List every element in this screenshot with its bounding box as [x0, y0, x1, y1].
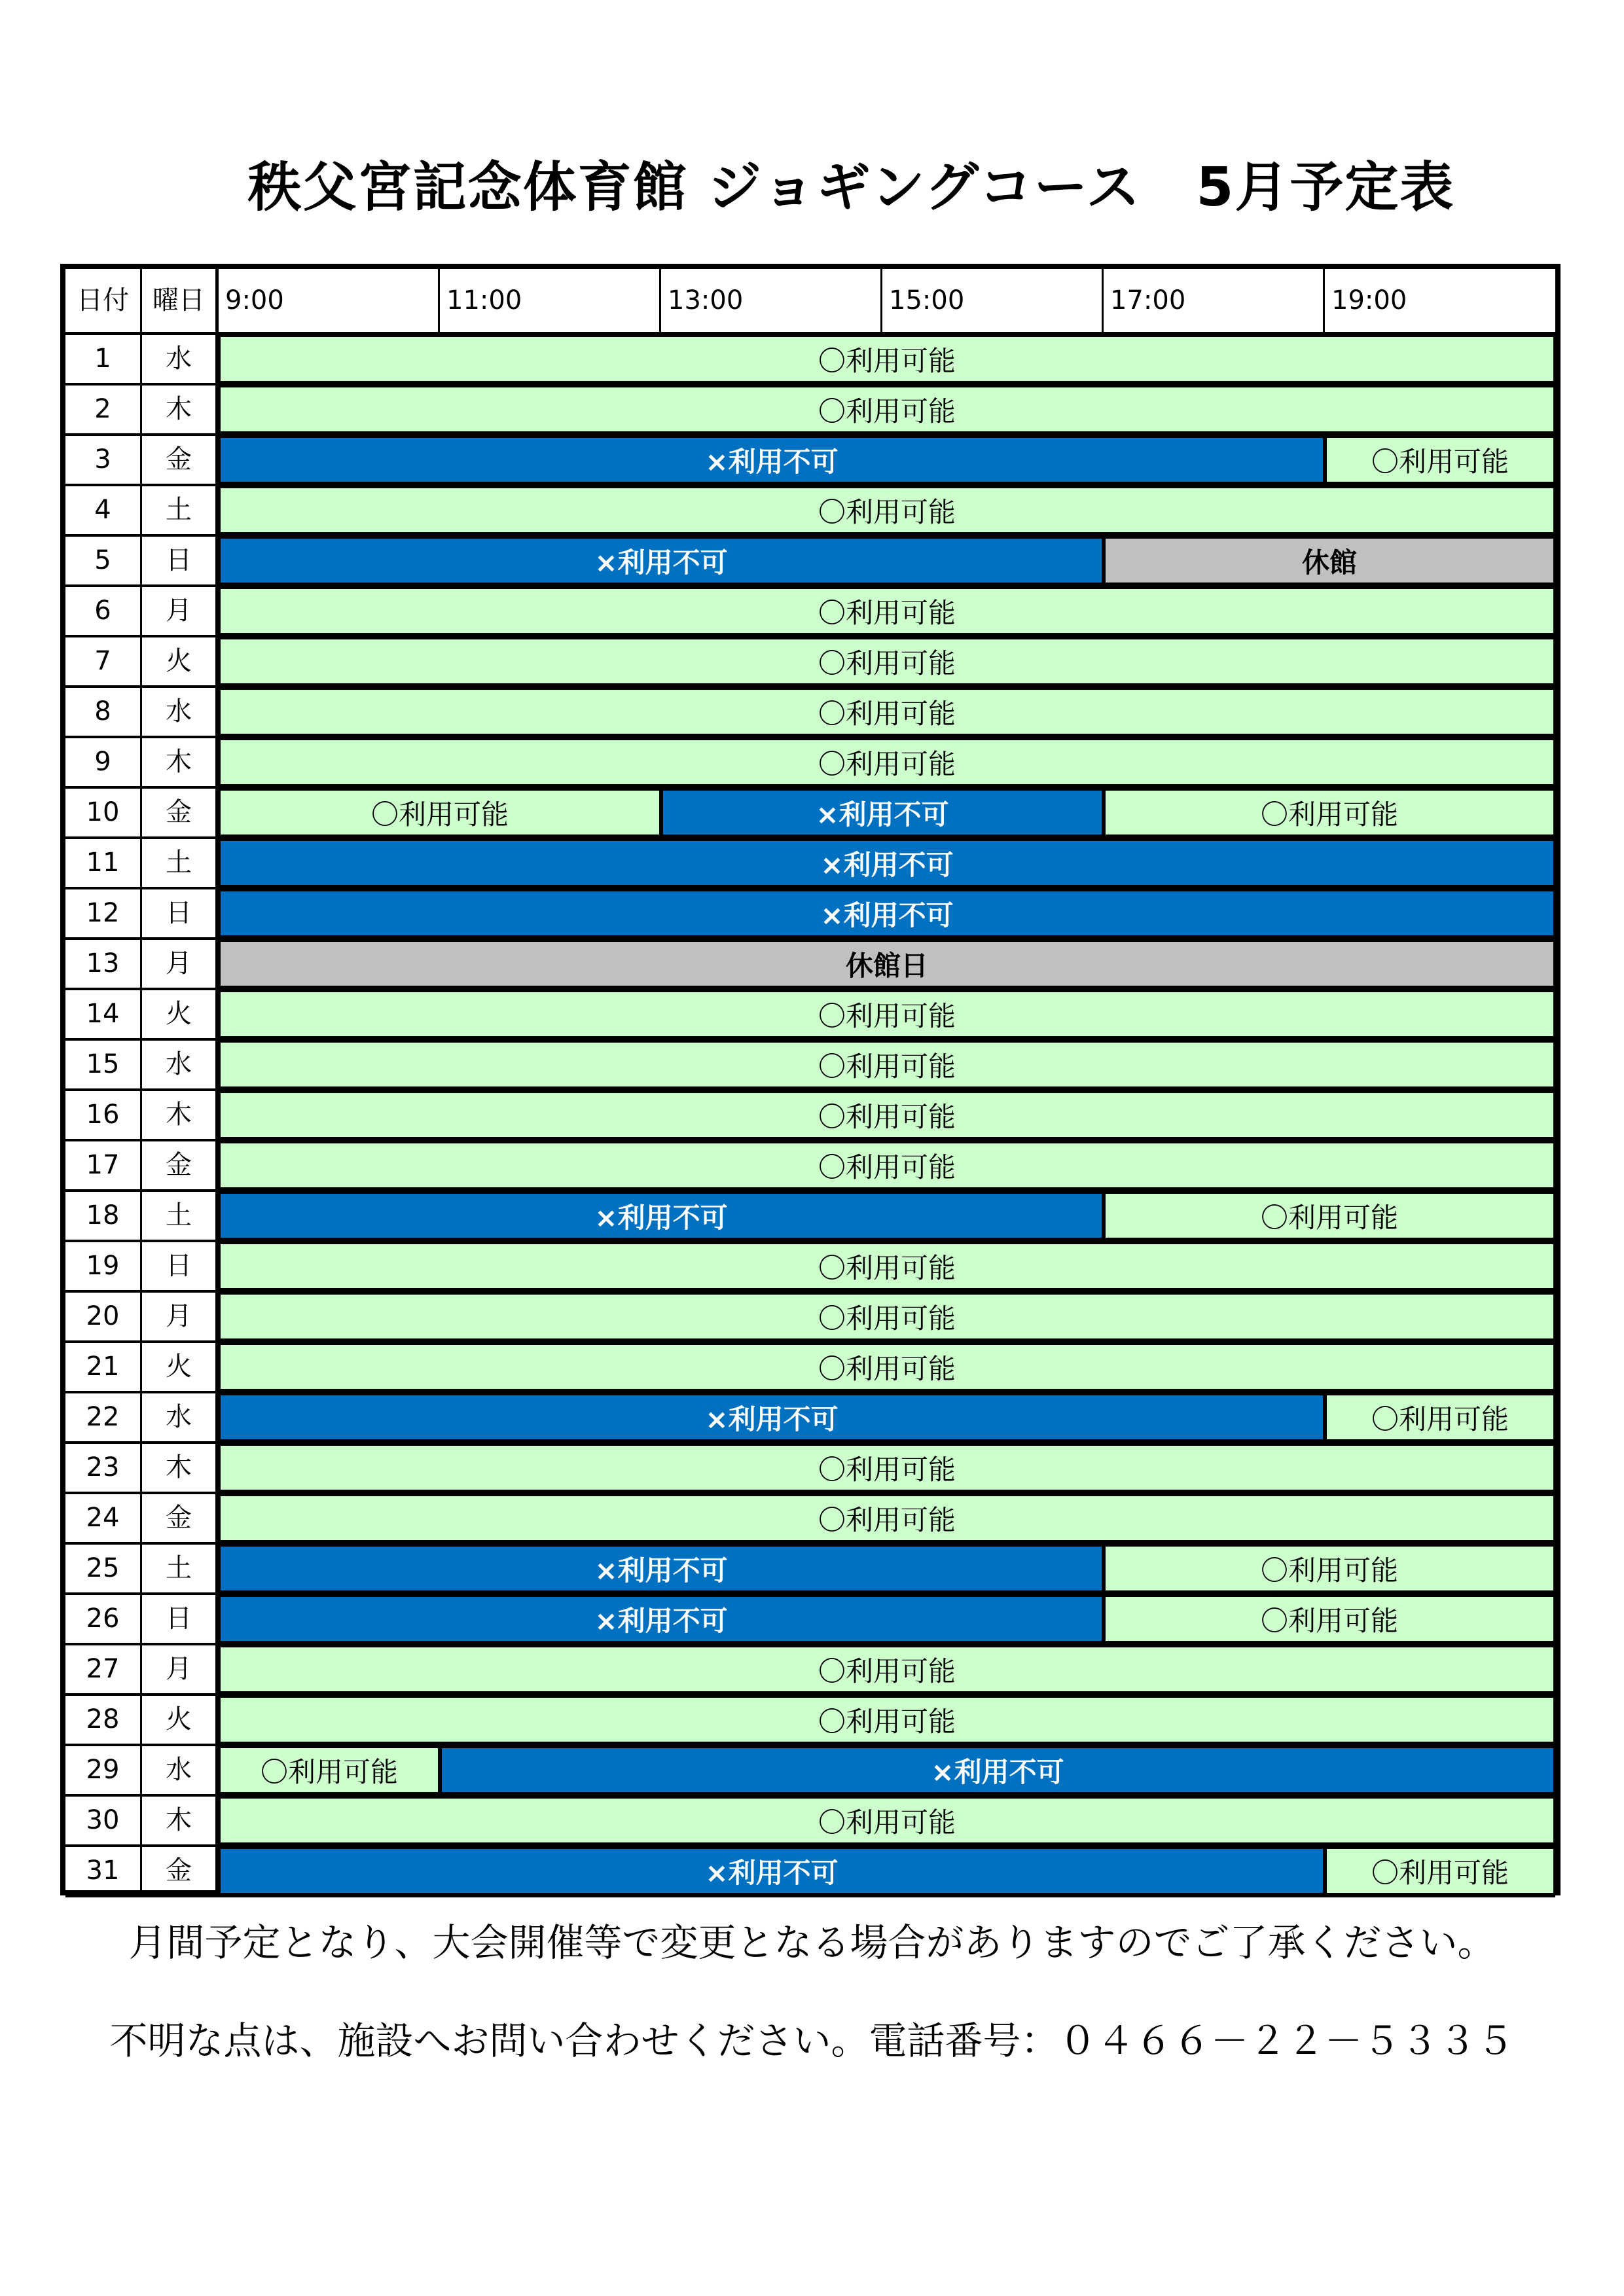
row-weekday: 水: [142, 335, 219, 383]
status-segment-closed: ×利用不可: [219, 1847, 1325, 1895]
status-segment-closed: ×利用不可: [219, 839, 1555, 887]
row-date: 29: [65, 1746, 142, 1794]
row-date: 20: [65, 1293, 142, 1340]
note-schedule-change: 月間予定となり、大会開催等で変更となる場合がありますのでご了承ください。: [128, 1920, 1496, 1965]
status-segment-avail: 〇利用可能: [219, 789, 661, 836]
status-segment-avail: 〇利用可能: [219, 587, 1555, 635]
row-date: 22: [65, 1393, 142, 1441]
status-segment-avail: 〇利用可能: [219, 1091, 1555, 1139]
status-segment-avail: 〇利用可能: [1104, 1192, 1555, 1240]
row-weekday: 金: [142, 436, 219, 484]
row-date: 6: [65, 587, 142, 635]
schedule-row: [65, 537, 1555, 587]
row-date: 19: [65, 1242, 142, 1290]
header-time-slot: 9:00: [219, 269, 440, 332]
row-weekday: 月: [142, 587, 219, 635]
schedule-row: [65, 1696, 1555, 1746]
schedule-row: [65, 1494, 1555, 1545]
row-weekday: 土: [142, 1545, 219, 1592]
row-weekday: 火: [142, 990, 219, 1038]
schedule-row: [65, 1545, 1555, 1595]
row-date: 13: [65, 940, 142, 988]
status-segment-avail: 〇利用可能: [219, 1343, 1555, 1391]
row-weekday: 月: [142, 1293, 219, 1340]
schedule-row: [65, 1444, 1555, 1494]
schedule-row: [65, 839, 1555, 889]
status-segment-avail: 〇利用可能: [1104, 1595, 1555, 1643]
row-date: 25: [65, 1545, 142, 1592]
row-date: 9: [65, 738, 142, 786]
row-weekday: 水: [142, 688, 219, 736]
row-date: 23: [65, 1444, 142, 1492]
row-weekday: 日: [142, 537, 219, 584]
schedule-row: [65, 1393, 1555, 1444]
row-weekday: 金: [142, 1494, 219, 1542]
row-date: 17: [65, 1141, 142, 1189]
status-segment-avail: 〇利用可能: [219, 637, 1555, 685]
status-segment-avail: 〇利用可能: [219, 688, 1555, 736]
row-date: 27: [65, 1645, 142, 1693]
status-segment-avail: 〇利用可能: [219, 1746, 440, 1794]
header-time-slot: 17:00: [1104, 269, 1325, 332]
status-segment-closed: ×利用不可: [219, 889, 1555, 937]
status-segment-closed: ×利用不可: [219, 1393, 1325, 1441]
row-date: 1: [65, 335, 142, 383]
row-date: 7: [65, 637, 142, 685]
header-time-slot: 15:00: [882, 269, 1104, 332]
status-segment-avail: 〇利用可能: [1325, 1847, 1555, 1895]
schedule-row: [65, 1797, 1555, 1847]
schedule-row: [65, 436, 1555, 486]
schedule-row: [65, 940, 1555, 990]
note-contact-phone: 不明な点は、施設へお問い合わせください。電話番号：０４６６－２２－５３３５: [109, 2018, 1515, 2063]
status-segment-holiday: 休館: [1104, 537, 1555, 584]
schedule-row: [65, 990, 1555, 1041]
status-segment-avail: 〇利用可能: [219, 1293, 1555, 1340]
row-date: 3: [65, 436, 142, 484]
schedule-row: [65, 386, 1555, 436]
schedule-row: [65, 1091, 1555, 1141]
status-segment-avail: 〇利用可能: [219, 1041, 1555, 1088]
row-date: 12: [65, 889, 142, 937]
header-time-slot: 19:00: [1331, 285, 1407, 315]
schedule-row: [65, 335, 1555, 386]
row-date: 4: [65, 486, 142, 534]
row-date: 16: [65, 1091, 142, 1139]
row-date: 2: [65, 386, 142, 433]
status-segment-avail: 〇利用可能: [1325, 436, 1555, 484]
status-segment-avail: 〇利用可能: [219, 335, 1555, 383]
page-title: 秩父宮記念体育館 ジョギングコース 5月予定表: [247, 156, 1455, 219]
row-weekday: 水: [142, 1393, 219, 1441]
row-date: 5: [65, 537, 142, 584]
schedule-row: [65, 738, 1555, 789]
status-segment-closed: ×利用不可: [219, 1595, 1104, 1643]
status-segment-avail: 〇利用可能: [1104, 789, 1555, 836]
status-segment-closed: ×利用不可: [661, 789, 1104, 836]
row-weekday: 月: [142, 940, 219, 988]
row-date: 30: [65, 1797, 142, 1844]
row-weekday: 木: [142, 1091, 219, 1139]
row-weekday: 月: [142, 1645, 219, 1693]
status-segment-avail: 〇利用可能: [219, 1242, 1555, 1290]
row-date: 15: [65, 1041, 142, 1088]
status-segment-avail: 〇利用可能: [1325, 1393, 1555, 1441]
row-weekday: 水: [142, 1746, 219, 1794]
row-date: 14: [65, 990, 142, 1038]
status-segment-avail: 〇利用可能: [219, 1141, 1555, 1189]
schedule-row: [65, 1645, 1555, 1696]
schedule-row: [65, 1595, 1555, 1645]
row-weekday: 土: [142, 486, 219, 534]
row-date: 28: [65, 1696, 142, 1744]
header-time-slot: 11:00: [440, 269, 661, 332]
status-segment-avail: 〇利用可能: [219, 1444, 1555, 1492]
status-segment-closed: ×利用不可: [219, 436, 1325, 484]
schedule-row: [65, 889, 1555, 940]
row-weekday: 木: [142, 738, 219, 786]
header-weekday: 曜日: [142, 269, 219, 332]
row-weekday: 火: [142, 637, 219, 685]
row-date: 24: [65, 1494, 142, 1542]
status-segment-avail: 〇利用可能: [219, 486, 1555, 534]
row-weekday: 火: [142, 1343, 219, 1391]
status-segment-avail: 〇利用可能: [219, 738, 1555, 786]
status-segment-closed: ×利用不可: [219, 1192, 1104, 1240]
schedule-row: [65, 486, 1555, 537]
schedule-row: [65, 637, 1555, 688]
schedule-row: [65, 789, 1555, 839]
status-segment-holiday: 休館日: [219, 940, 1555, 988]
row-weekday: 日: [142, 1595, 219, 1643]
schedule-row: [65, 1343, 1555, 1393]
schedule-row: [65, 1242, 1555, 1293]
status-segment-avail: 〇利用可能: [219, 1645, 1555, 1693]
status-segment-closed: ×利用不可: [440, 1746, 1555, 1794]
status-segment-avail: 〇利用可能: [219, 386, 1555, 433]
row-weekday: 金: [142, 1847, 219, 1895]
row-divider: [65, 1895, 1555, 1897]
row-weekday: 土: [142, 1192, 219, 1240]
row-weekday: 金: [142, 1141, 219, 1189]
schedule-row: [65, 1041, 1555, 1091]
schedule-row: [65, 688, 1555, 738]
schedule-row: [65, 1141, 1555, 1192]
row-weekday: 木: [142, 386, 219, 433]
status-segment-closed: ×利用不可: [219, 537, 1104, 584]
status-segment-avail: 〇利用可能: [1104, 1545, 1555, 1592]
schedule-row: [65, 587, 1555, 637]
row-date: 31: [65, 1847, 142, 1895]
row-weekday: 日: [142, 889, 219, 937]
row-weekday: 水: [142, 1041, 219, 1088]
row-date: 10: [65, 789, 142, 836]
row-weekday: 土: [142, 839, 219, 887]
row-date: 8: [65, 688, 142, 736]
schedule-row: [65, 1293, 1555, 1343]
header-date: 日付: [65, 269, 142, 332]
status-segment-avail: 〇利用可能: [219, 1797, 1555, 1844]
status-segment-avail: 〇利用可能: [219, 1696, 1555, 1744]
schedule-row: [65, 1746, 1555, 1797]
row-weekday: 木: [142, 1444, 219, 1492]
row-weekday: 金: [142, 789, 219, 836]
status-segment-closed: ×利用不可: [219, 1545, 1104, 1592]
schedule-row: [65, 1847, 1555, 1897]
status-segment-avail: 〇利用可能: [219, 990, 1555, 1038]
header-time-slot: 13:00: [661, 269, 882, 332]
row-date: 18: [65, 1192, 142, 1240]
status-segment-avail: 〇利用可能: [219, 1494, 1555, 1542]
schedule-row: [65, 1192, 1555, 1242]
row-weekday: 日: [142, 1242, 219, 1290]
row-weekday: 木: [142, 1797, 219, 1844]
row-date: 21: [65, 1343, 142, 1391]
schedule-table: [60, 264, 1561, 1895]
row-date: 26: [65, 1595, 142, 1643]
row-weekday: 火: [142, 1696, 219, 1744]
row-date: 11: [65, 839, 142, 887]
